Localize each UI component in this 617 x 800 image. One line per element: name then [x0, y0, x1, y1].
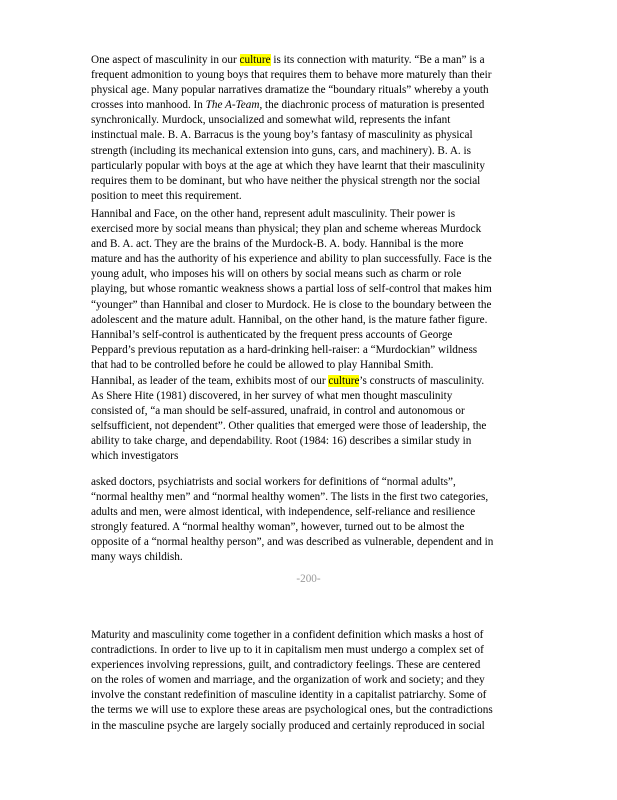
text-line: Peppard’s previous reputation as a hard-drinking hell-raiser: a “Murdockian” wildness [91, 343, 478, 356]
text-line: opposite of a “normal healthy person”, and was described as vulnerable, dependent and in [91, 536, 494, 549]
text-line: particularly popular with boys at the age at which they have learnt that their masculinity [91, 159, 485, 172]
paragraph-4 [91, 475, 531, 566]
text-line: involve the constant redefinition of masculine identity in a capitalist patriarchy. Some of [91, 689, 487, 702]
text-line: Maturity and masculinity come together in a confident definition which masks a host of [91, 629, 484, 641]
paragraph-5 [91, 628, 531, 734]
text-line: Hannibal and Face, on the other hand, represent adult masculinity. Their power is [91, 208, 456, 220]
text-line: which investigators [91, 450, 179, 463]
search-highlight: culture [239, 54, 271, 66]
text-line: experiences involving repressions, guilt, and contradictory feelings. These are centered [91, 659, 481, 672]
page-number: -200- [296, 573, 321, 585]
text-line: “normal healthy men” and “normal healthy women”. The lists in the first two categories, [91, 491, 489, 504]
text-line: adults and men, were almost identical, with independence, self-reliance and resilience [91, 506, 476, 519]
text-run: , the diachronic process of maturation is presented [259, 99, 485, 112]
text-line: contradictions. In order to live up to it in capitalism men must undergo a complex set of [91, 644, 484, 657]
text-line: playing, but whose romantic weakness shows a partial loss of self-control that makes him [91, 283, 492, 296]
text-line: synchronically. Murdock, unsocialized and somewhat wild, represents the infant [91, 114, 451, 127]
text-line: many ways childish. [91, 551, 183, 564]
text-run: One aspect of masculinity in our [91, 54, 240, 66]
text-run: crosses into manhood. In [91, 99, 206, 112]
text-line: that had to be controlled before he could be allowed to play Hannibal Smith. [91, 358, 434, 371]
search-highlight: culture [328, 375, 360, 387]
text-line: As Shere Hite (1981) discovered, in her survey of what men thought masculinity [91, 390, 453, 403]
text-line: physical age. Many popular narratives dramatize the “boundary rituals” whereby a youth [91, 84, 489, 97]
text-line: mature and has the authority of his experience and ability to plan successfully. Face is the [91, 253, 492, 266]
italic-title: The A-Team [205, 99, 260, 112]
text-line: asked doctors, psychiatrists and social workers for definitions of “normal adults”, [91, 476, 456, 488]
text-line [91, 98, 531, 113]
paragraph-2 [91, 207, 531, 373]
text-line: ability to take charge, and dependability. Root (1984: 16) describes a similar study in [91, 435, 472, 448]
text-line: and B. A. act. They are the brains of the Murdock-B. A. body. Hannibal is the more [91, 238, 464, 251]
text-line: strongly featured. A “normal healthy woman”, however, turned out to be almost the [91, 521, 465, 534]
text-line: selfsufficient, not dependent”. Other qualities that emerged were those of leadership, the [91, 420, 487, 433]
text-line: consisted of, “a man should be self-assured, unafraid, in control and autonomous or [91, 405, 465, 418]
text-run: ’s constructs of masculinity. [359, 375, 485, 387]
text-line: strength (including its mechanical extension into guns, cars, and machinery). B. A. is [91, 144, 471, 157]
text-line: instinctual male. B. A. Barracus is the young boy’s fantasy of masculinity as physical [91, 129, 473, 142]
text-line: frequent admonition to young boys that requires them to behave more maturely than their [91, 69, 492, 82]
text-line: “younger” than Hannibal and closer to Murdock. He is close to the boundary between the [91, 298, 492, 311]
text-run: is its connection with maturity. “Be a man” is a [270, 54, 485, 66]
text-line [91, 53, 531, 68]
text-line [91, 374, 531, 389]
text-run: Hannibal, as leader of the team, exhibits most of our [91, 375, 329, 387]
text-line: Hannibal’s self-control is authenticated by the frequent press accounts of George [91, 328, 453, 341]
text-line: young adult, who imposes his will on others by social means such as charm or role [91, 268, 462, 281]
text-line: position to meet this requirement. [91, 189, 242, 202]
paragraph-1 [91, 53, 531, 204]
text-line: in the masculine psyche are largely socially produced and certainly reproduced in social [91, 719, 485, 732]
text-line: adolescent and the mature adult. Hannibal, on the other hand, is the mature father figure. [91, 313, 488, 326]
text-line: requires them to be dominant, but who have neither the physical strength nor the social [91, 174, 481, 187]
text-line: exercised more by social means than physical; they plan and scheme whereas Murdock [91, 223, 482, 236]
paragraph-3 [91, 374, 531, 465]
text-line: the terms we will use to explore these areas are psychological ones, but the contradictions [91, 704, 493, 717]
text-line: on the roles of women and marriage, and the organization of work and society; and they [91, 674, 485, 687]
